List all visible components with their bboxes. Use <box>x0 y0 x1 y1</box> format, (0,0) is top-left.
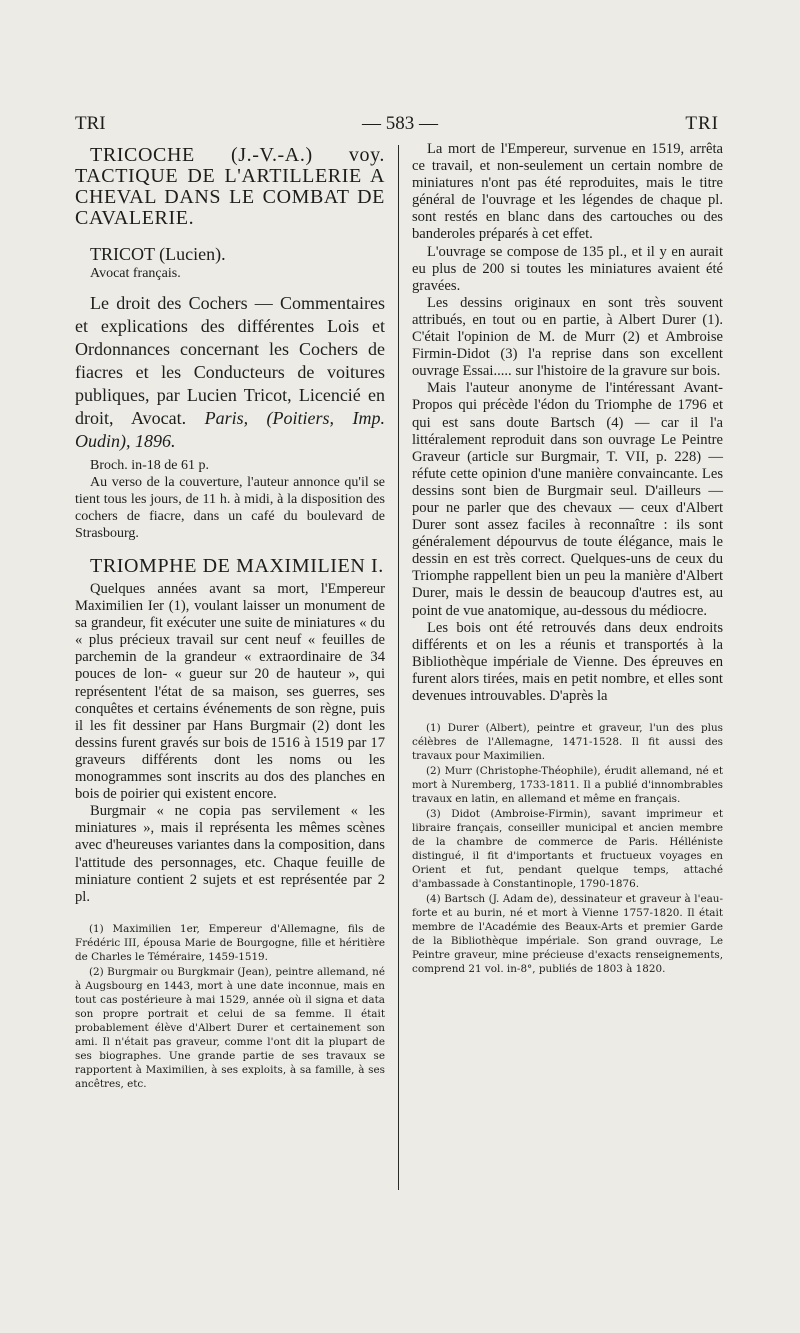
right-paragraph-3: Les dessins originaux en sont très souvent attribués, en tout ou en partie, à Albert Durer (1). C'était l'opinion de M. de Murr (2) et Ambroise Firmin-Didot (3) l'a reprise dans son excellent ouvrage Essai..... sur l'histoire de la gravure sur bois. <box>412 294 723 380</box>
entry-tricot-format: Broch. in-18 de 61 p. <box>90 458 209 473</box>
page-number: — 583 — <box>362 113 438 134</box>
entry-tricot-imprint: Paris, (Poitiers, Imp. Oudin), 1896. <box>75 408 385 451</box>
right-column <box>412 141 723 977</box>
entry-tricot-title <box>75 292 385 453</box>
right-paragraph-2: L'ouvrage se compose de 135 pl., et il y en aurait eu plus de 200 si toutes les miniatures avaient été gravées. <box>412 243 723 294</box>
entry-tricoche: TRICOCHE (J.-V.-A.) voy. TACTIQUE DE L'ARTILLERIE A CHEVAL DANS LE COMBAT DE CAVALERIE. <box>75 144 385 229</box>
entry-triomphe-paragraph-1: Quelques années avant sa mort, l'Empereur Maximilien Ier (1), voulant laisser un monument de sa grandeur, fit exécuter une suite de miniatures « du « plus précieux travail sur cent neuf « feuilles de parchemin de la grandeur « extraordinaire de 34 pouces de lon- « gueur sur 20 de hauteur », qui représentent l'état de sa maison, ses guerres, ses conquêtes et certains événements de son règne, puis il les fit dessiner par Hans Burgmair (2) dont les dessins furent gravés sur bois de 1516 à 1519 par 17 graveurs différents dont les noms ou les monogrammes sont inscrits au dos des planches en bois de poirier qui existent encore. <box>75 581 385 803</box>
right-paragraph-1: La mort de l'Empereur, survenue en 1519, arrêta ce travail, et non-seulement un certain nombre de miniatures n'ont pas été reproduites, mais le titre général de l'ouvrage et les légendes de chaque pl. sont restés en blanc dans des cartouches ou des banderoles préparés à cet effet. <box>412 141 723 243</box>
entry-tricot-title-text: Le droit des Cochers — Commentaires et explications des différentes Lois et Ordonnances concernant les Cochers de fiacres et les Conducteurs de voitures publiques, par Lucien Tricot, Licencié en droit, Avocat. <box>75 293 385 428</box>
entry-triomphe-heading: TRIOMPHE DE MAXIMILIEN I. <box>90 555 384 577</box>
header-left: TRI <box>75 113 106 134</box>
footnote-separator <box>75 906 385 922</box>
entry-tricot-author-desc: Avocat français. <box>90 266 181 281</box>
footnote-separator <box>412 705 723 721</box>
left-column <box>75 141 385 1092</box>
entry-triomphe-paragraph-2: Burgmair « ne copia pas servilement « les miniatures », mais il représenta les mêmes scènes avec d'heureuses variantes dans la composition, dans l'attitude des personnages, etc. Chaque feuille de miniature contient 2 sujets et est représentée par 2 pl. <box>75 803 385 905</box>
right-paragraph-5: Les bois ont été retrouvés dans deux endroits différents et on les a réunis et transportés à la Bibliothèque impériale de Vienne. Des épreuves en furent alors tirées, mais en petit nombre, et elles sont devenues introuvables. D'après la <box>412 619 723 704</box>
running-header <box>0 113 800 137</box>
footnote-burgmair: (2) Burgmair ou Burgkmair (Jean), peintre allemand, né à Augsbourg en 1443, mort à une date inconnue, mais en tout cas postérieure à mai 1529, année où il signa et data son propre portrait et celui de sa femme. Il était probablement élève d'Albert Durer et certainement son ami. Il n'était pas graveur, comme l'ont dit la plupart de ses biographes. Une grande partie de ses travaux se rapportent à Maximilien, à ses exploits, à sa famille, à ses ancêtres, etc. <box>75 965 385 1090</box>
right-paragraph-4: Mais l'auteur anonyme de l'intéressant Avant-Propos qui précède l'édon du Triomphe de 1796 et qui est sans doute Bartsch (4) — car il l'a littéralement reproduit dans son ouvrage Le Peintre Graveur (article sur Burgmair, T. VII, p. 228) — réfute cette opinion d'une manière convaincante. Les dessins sont bien de Burgmair seul. D'ailleurs — pour ne parler que des chevaux — ceux d'Albert Durer sont assez faciles à reconnaître : ils sont généralement dépourvus de toute élégance, mais le dessin en est très correct. Quelques-uns de ceux du Triomphe rappellent bien un peu la manière d'Albert Durer, mais le dessin de beaucoup d'autres est, au point de vue anatomique, au-dessous du médiocre. <box>412 380 723 619</box>
column-divider <box>398 145 399 1190</box>
footnote-didot: (3) Didot (Ambroise-Firmin), savant imprimeur et libraire français, conseiller municipal et ancien membre de la chambre de commerce de Paris. Hélléniste distingué, il fit d'importants et fructueux voyages en Orient et fut, pendant quelque temps, attaché d'ambassade à Constantinople, 1790-1876. <box>412 808 723 891</box>
footnote-durer: (1) Durer (Albert), peintre et graveur, l'un des plus célèbres de l'Allemagne, 1471-1528. Il fit aussi des travaux pour Maximilien. <box>412 722 723 763</box>
entry-tricot-note: Au verso de la couverture, l'auteur annonce qu'il se tient tous les jours, de 11 h. à midi, à la disposition des cochers de fiacre, dans un café du boulevard de Strasbourg. <box>75 475 385 541</box>
entry-tricot-author: TRICOT (Lucien). <box>90 244 226 264</box>
footnote-murr: (2) Murr (Christophe-Théophile), érudit allemand, né et mort à Nuremberg, 1733-1811. Il a publié d'innombrables travaux en latin, en allemand et même en français. <box>412 765 723 806</box>
footnote-maximilien: (1) Maximilien 1er, Empereur d'Allemagne, fils de Frédéric III, épousa Marie de Bourgogne, fille et héritière de Charles le Téméraire, 1459-1519. <box>75 922 385 963</box>
header-right: TRI <box>685 113 719 134</box>
footnote-bartsch: (4) Bartsch (J. Adam de), dessinateur et graveur à l'eau-forte et au burin, né et mort à Vienne 1757-1820. Il était membre de l'Académie des Beaux-Arts et premier Garde de la Bibliothèque impériale. Son grand ouvrage, Le Peintre graveur, mine précieuse d'exacts renseignements, comprend 21 vol. in-8°, publiés de 1803 à 1820. <box>412 893 723 976</box>
